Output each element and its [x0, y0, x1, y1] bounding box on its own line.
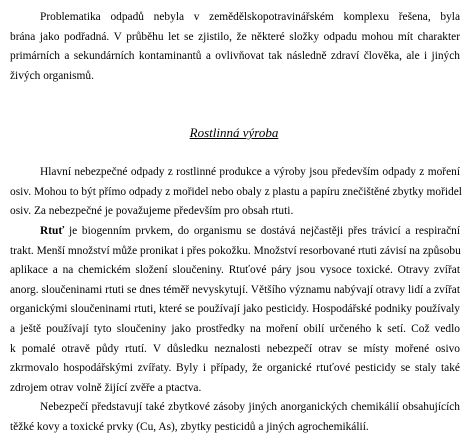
text-line: těžké kovy a toxické prvky (Cu, As), zbytky pesticidů a jiných agrochemikálií.: [10, 420, 369, 433]
text-line: trakt. Menší množství může pronikat i přes pokožku. Množství resorbované rtuti závisí na způsobu: [10, 244, 461, 257]
text-line: a ještě používají tyto sloučeniny jako prostředky na moření obilí určeného k setí. Což vedlo: [10, 322, 460, 335]
text-line: osiv. Mohou to být přímo odpady z mořidel nebo obaly z plastu a papíru znečištěné zbytky mořidel: [10, 185, 462, 198]
text-line: živých organismů.: [10, 69, 94, 82]
text-fragment: je biogenním prvkem, do organismu se dostává nejčastěji přes trávicí a respirační: [64, 225, 460, 237]
text-line: aplikace a na chemickém složení sloučeniny. Rtuťové páry jsou vysoce toxické. Otravy zvířat: [10, 264, 460, 277]
text-line: Hlavní nebezpečné odpady z rostlinné produkce a výroby jsou především odpady z moření: [40, 166, 460, 178]
text-line: primárních a sekundárních kontaminantů a ovlivňovat tak následně zdraví člověka, ale i jiných: [10, 50, 460, 63]
text-line: osiv. Za nebezpečné je považujeme především pro obsah rtuti.: [10, 205, 294, 218]
mercury-paragraph: [10, 222, 460, 398]
text-line: anorg. sloučeninami rtuti se dnes téměř nevyskytují. Většího významu nabývají otravy lidí a zvířat: [10, 283, 460, 296]
section-heading: Rostlinná výroba: [189, 125, 279, 140]
bold-term: Rtuť: [40, 225, 65, 237]
text-line: [10, 222, 460, 242]
text-line: zdrojem otrav volně žijící zvěře a ptactva.: [10, 381, 202, 394]
text-line: organickými sloučeninami rtuti, které se používají jako pesticidy. Hospodářské podniky používaly: [10, 303, 460, 316]
residual-stocks-paragraph: [10, 398, 460, 437]
text-line: brána jako podřadná. V průběhu let se zjistilo, že některé složky odpadu mohou mít charakter: [10, 30, 460, 43]
text-line: k pomalé otravě půdy rtutí. V důsledku neznalosti nebezpečí otrav se místy mořené osivo: [10, 342, 460, 355]
hazardous-waste-paragraph: [10, 163, 460, 222]
text-line: Problematika odpadů nebyla v zemědělskopotravinářském komplexu řešena, byla: [40, 11, 460, 23]
text-line: zkrmovalo hospodářskými zvířaty. Byly i případy, že organické rtuťové pesticidy se staly také: [10, 362, 460, 375]
intro-paragraph: [10, 8, 460, 86]
text-line: Nebezpečí představují také zbytkové zásoby jiných anorganických chemikálií obsahujících: [40, 401, 460, 413]
